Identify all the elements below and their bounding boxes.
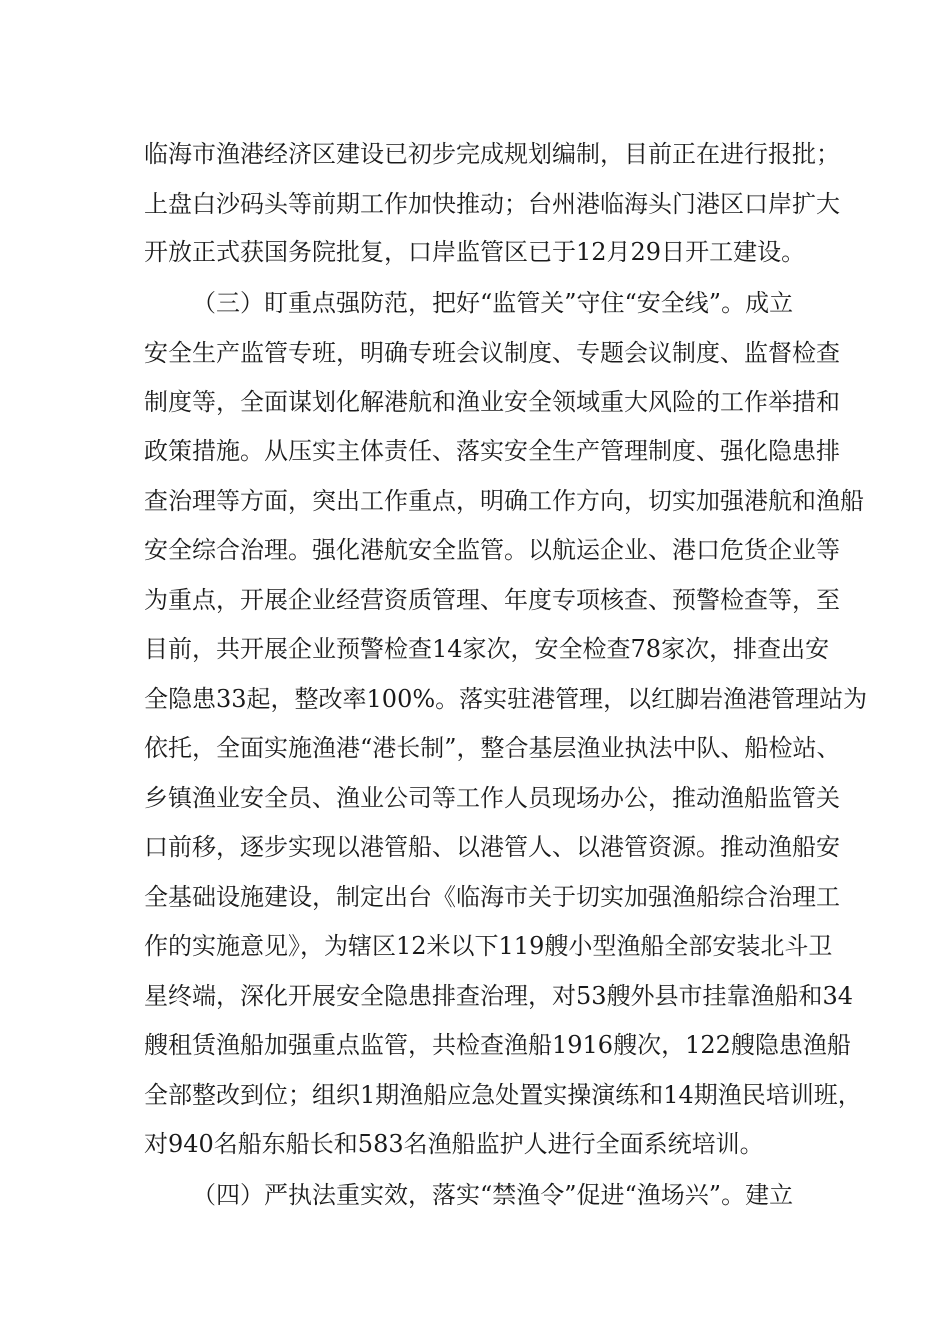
text-line-17: 作的实施意见》，为辖区12米以下119艘小型渔船全部安装北斗卫 <box>144 932 833 960</box>
text-line-10: 为重点，开展企业经营资质管理、年度专项核查、预警检查等，至 <box>144 586 840 614</box>
paragraph-4-start: （四）严执法重实效，落实“禁渔令”促进“渔场兴”。建立 <box>192 1181 794 1209</box>
text-line-12: 全隐患33起，整改率100%。落实驻港管理，以红脚岩渔港管理站为 <box>144 685 868 713</box>
text-line-6: 制度等，全面谋划化解港航和渔业安全领域重大风险的工作举措和 <box>144 388 840 416</box>
paragraph-3-start: （三）盯重点强防范，把好“监管关”守住“安全线”。成立 <box>192 289 794 317</box>
text-line-16: 全基础设施建设，制定出台《临海市关于切实加强渔船综合治理工 <box>144 883 840 911</box>
text-line-14: 乡镇渔业安全员、渔业公司等工作人员现场办公，推动渔船监管关 <box>144 784 840 812</box>
text-line-5: 安全生产监管专班，明确专班会议制度、专题会议制度、监督检查 <box>144 339 840 367</box>
text-line-11: 目前，共开展企业预警检查14家次，安全检查78家次，排查出安 <box>144 635 830 663</box>
text-line-21: 对940名船东船长和583名渔船监护人进行全面系统培训。 <box>144 1130 764 1158</box>
text-line-7: 政策措施。从压实主体责任、落实安全生产管理制度、强化隐患排 <box>144 437 840 465</box>
text-line-1: 临海市渔港经济区建设已初步完成规划编制，目前正在进行报批； <box>144 140 840 168</box>
text-line-18: 星终端，深化开展安全隐患排查治理，对53艘外县市挂靠渔船和34 <box>144 982 854 1010</box>
text-line-19: 艘租赁渔船加强重点监管，共检查渔船1916艘次，122艘隐患渔船 <box>144 1031 851 1059</box>
text-line-15: 口前移，逐步实现以港管船、以港管人、以港管资源。推动渔船安 <box>144 833 840 861</box>
text-line-9: 安全综合治理。强化港航安全监管。以航运企业、港口危货企业等 <box>144 536 840 564</box>
text-line-20: 全部整改到位；组织1期渔船应急处置实操演练和14期渔民培训班， <box>144 1081 862 1109</box>
text-line-8: 查治理等方面，突出工作重点，明确工作方向，切实加强港航和渔船 <box>144 487 864 515</box>
text-line-13: 依托，全面实施渔港“港长制”，整合基层渔业执法中队、船检站、 <box>144 734 841 762</box>
text-line-2: 上盘白沙码头等前期工作加快推动；台州港临海头门港区口岸扩大 <box>144 190 840 218</box>
text-line-3: 开放正式获国务院批复，口岸监管区已于12月29日开工建设。 <box>144 238 806 266</box>
